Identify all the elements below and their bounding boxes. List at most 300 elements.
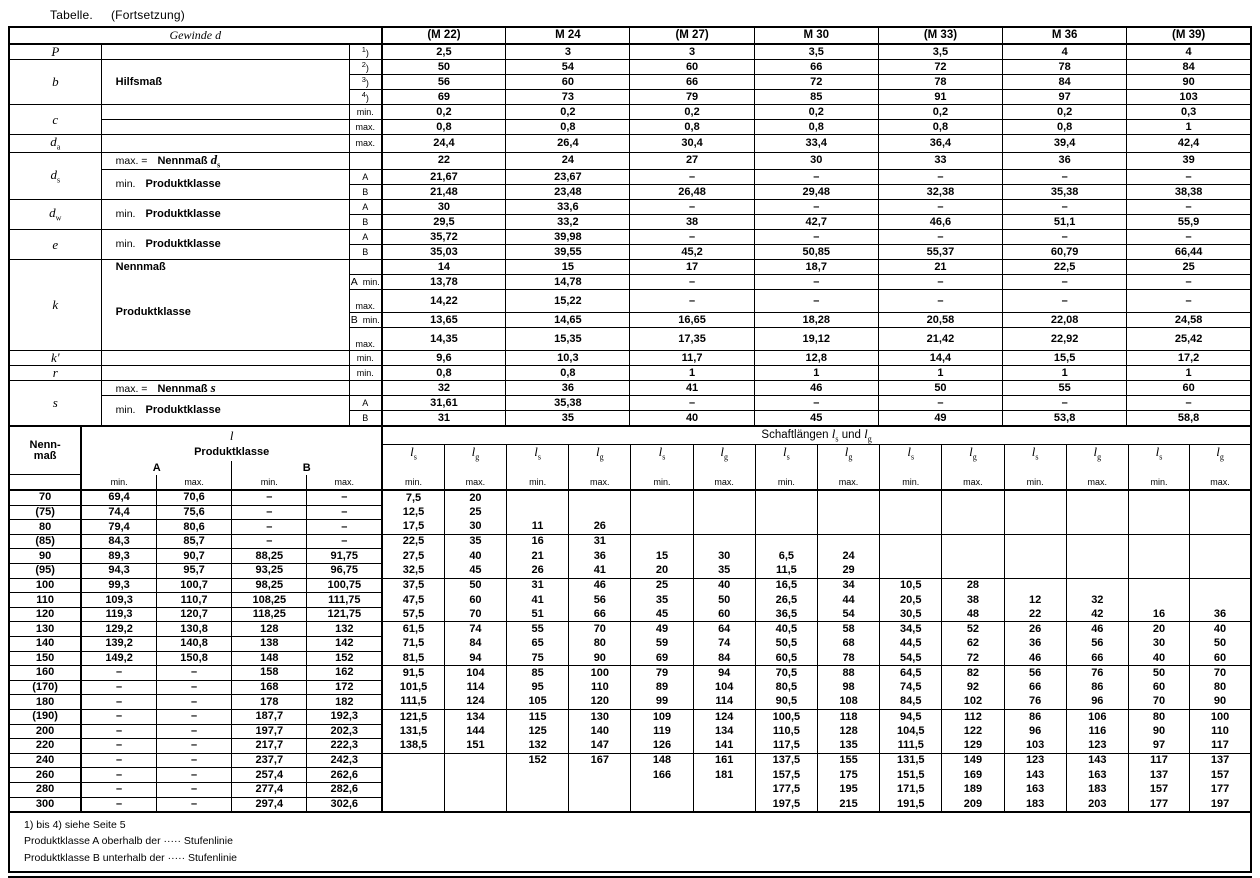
shank-length-value: 40 (1213, 622, 1227, 635)
dimension-value: – (878, 230, 1002, 245)
shank-length-row (9, 534, 1251, 549)
dimension-value: – (630, 290, 754, 313)
nennmass-value: 260 (9, 768, 81, 783)
length-tolerance-value: 139,2 (81, 637, 156, 652)
dimension-row (9, 200, 1251, 215)
lg-max-header: max. (1066, 475, 1128, 490)
shank-length-value: 90 (1128, 724, 1189, 739)
ds-produktklasse-label: min. Produktklasse (101, 170, 349, 200)
length-tolerance-value: – (156, 680, 231, 695)
dimension-value: 32 (382, 381, 506, 396)
length-tolerance-value: – (156, 753, 231, 768)
length-tolerance-value: 96,75 (307, 564, 382, 579)
shank-length-value: 111,5 (880, 739, 942, 754)
dimension-value: 69 (382, 90, 506, 105)
dimension-symbol: b (9, 60, 101, 105)
dimension-value: 14,78 (506, 275, 630, 290)
shank-length-value: 177,5 (755, 782, 817, 797)
dimension-row (9, 44, 1251, 60)
nennmass-value: (95) (9, 564, 81, 579)
qualifier-cell: B (350, 411, 382, 427)
shank-length-value: 80,5 (755, 680, 817, 695)
shank-length-value: 191,5 (880, 797, 942, 812)
qualifier-cell: $^2$) (350, 60, 382, 75)
shank-length-value: 55 (507, 622, 569, 637)
length-tolerance-value: – (232, 505, 307, 520)
shank-length-value: 96 (1004, 724, 1066, 739)
dimension-value: 35 (506, 411, 630, 427)
e-produktklasse-label: min. Produktklasse (101, 230, 349, 260)
shank-length-value: 108 (817, 695, 879, 710)
length-tolerance-value: – (81, 695, 156, 710)
shank-length-value: 99 (631, 695, 693, 710)
shank-length-value: 70 (569, 622, 631, 637)
dimension-value: 3,5 (878, 44, 1002, 60)
length-tolerance-value: 162 (307, 666, 382, 681)
nennmass-header-spacer (9, 475, 81, 490)
spacer-cell (101, 135, 349, 153)
shank-length-value: 148 (631, 753, 693, 768)
shank-length-table (8, 427, 1252, 813)
length-tolerance-value: 187,7 (232, 709, 307, 724)
shank-length-value: 65 (507, 637, 569, 652)
shank-length-value: 135 (817, 739, 879, 754)
shank-length-value: 30 (693, 549, 755, 564)
shank-length-value (1128, 578, 1189, 593)
shank-length-value: 129 (942, 739, 1004, 754)
dimension-symbol: k (9, 260, 101, 351)
shank-length-value (942, 505, 1004, 520)
shank-length-value: 90,5 (755, 695, 817, 710)
shank-length-value: 26 (1004, 622, 1066, 637)
nennmass-s-label: max. = Nennmaß s (101, 381, 349, 396)
shank-length-value: 26,5 (755, 593, 817, 608)
shank-length-value: 122 (942, 724, 1004, 739)
nennmass-value: 220 (9, 739, 81, 754)
dimension-value: 25,42 (1127, 328, 1251, 351)
spacer-cell (101, 105, 349, 120)
length-tolerance-value: – (81, 782, 156, 797)
length-tolerance-value: 69,4 (81, 490, 156, 505)
dimension-value: – (878, 275, 1002, 290)
shank-length-value: 34 (817, 578, 879, 593)
qualifier-cell: min. (350, 351, 382, 366)
shank-length-value (817, 505, 879, 520)
length-tolerance-value: 93,25 (232, 564, 307, 579)
lg-max-header: max. (569, 475, 631, 490)
dimension-value: – (754, 170, 878, 185)
lg-max-header: max. (1190, 475, 1251, 490)
dimension-value: 17 (630, 260, 754, 275)
qualifier-cell: $^1$) (350, 44, 382, 60)
dimension-value: 20,58 (878, 313, 1002, 328)
dimension-value: 91 (878, 90, 1002, 105)
min-header: min. (232, 475, 307, 490)
shank-length-value: 100 (569, 666, 631, 681)
shank-length-value: 40 (693, 578, 755, 593)
shank-length-value (444, 768, 506, 783)
dimension-value: – (1127, 290, 1251, 313)
shank-length-value: 21 (507, 549, 569, 564)
shank-length-value: 58 (817, 622, 879, 637)
header-spacer (631, 461, 693, 475)
header-spacer (382, 461, 444, 475)
dimension-value: 24,4 (382, 135, 506, 153)
dimension-value: – (1003, 200, 1127, 215)
shank-length-value: 44,5 (880, 637, 942, 652)
header-spacer (444, 461, 506, 475)
shank-length-value: 20 (444, 490, 506, 505)
shank-length-value: 144 (444, 724, 506, 739)
shank-length-value: 161 (693, 753, 755, 768)
length-tolerance-value: – (232, 534, 307, 549)
shank-length-value: 46 (1066, 622, 1128, 637)
qualifier-cell: B (350, 215, 382, 230)
dimension-value: 39,98 (506, 230, 630, 245)
length-tolerance-value: 197,7 (232, 724, 307, 739)
dimension-value: 78 (1003, 60, 1127, 75)
dimension-value: 1 (1127, 120, 1251, 135)
min-header: min. (81, 475, 156, 490)
length-tolerance-value: 84,3 (81, 534, 156, 549)
shank-length-value: 71,5 (382, 637, 444, 652)
shank-length-value: 26 (569, 520, 631, 535)
shank-length-value (1190, 549, 1251, 564)
length-tolerance-value: 79,4 (81, 520, 156, 535)
shank-length-value (631, 505, 693, 520)
nennmass-value: 180 (9, 695, 81, 710)
dimension-value: 56 (382, 75, 506, 90)
shank-length-value: 157 (1128, 782, 1189, 797)
shank-length-value: 11 (507, 520, 569, 535)
qualifier-cell: $^4$) (350, 90, 382, 105)
dimension-symbol: $d_w$ (9, 200, 101, 230)
shank-length-value: 137 (1210, 754, 1230, 767)
header-spacer (942, 461, 1004, 475)
dimension-row (9, 351, 1251, 366)
dimension-value: 22 (382, 152, 506, 170)
dimension-symbol: e (9, 230, 101, 260)
shank-length-value: 24 (817, 549, 879, 564)
dimension-value: 84 (1003, 75, 1127, 90)
shank-length-value: 54,5 (880, 651, 942, 666)
s-produktklasse-label: min. Produktklasse (101, 396, 349, 427)
shank-length-value (693, 534, 755, 549)
nennmass-value: (190) (9, 709, 81, 724)
length-tolerance-value: – (81, 666, 156, 681)
shank-length-value: 56 (569, 593, 631, 608)
dimension-value: 23,48 (506, 185, 630, 200)
shank-length-row (9, 695, 1251, 710)
dimension-symbol: k' (9, 351, 101, 366)
shank-length-value (507, 505, 569, 520)
dimension-value: 14,22 (382, 290, 506, 313)
dimension-value: 36 (506, 381, 630, 396)
shank-length-value: 86 (1004, 709, 1066, 724)
ls-min-header: min. (382, 475, 444, 490)
shank-length-value (382, 753, 444, 768)
dimension-value: 21,42 (878, 328, 1002, 351)
length-tolerance-value: – (307, 505, 382, 520)
shank-length-value (1190, 593, 1251, 608)
shank-length-value: 116 (1066, 724, 1128, 739)
shank-length-value: 82 (942, 666, 1004, 681)
dimension-value: 30 (754, 152, 878, 170)
shank-header-row-1 (9, 427, 1251, 444)
length-tolerance-value: 111,75 (307, 593, 382, 608)
length-tolerance-value: – (232, 490, 307, 505)
length-tolerance-value: 121,75 (307, 607, 382, 622)
dimension-value: – (1127, 275, 1251, 290)
shank-length-value: 10,5 (880, 578, 942, 593)
qualifier-cell (350, 260, 382, 275)
shank-length-value (507, 490, 569, 505)
length-tolerance-value: 257,4 (232, 768, 307, 783)
shank-length-value: 64 (693, 622, 755, 637)
shank-header-row-2 (9, 444, 1251, 461)
class-a-header: A (81, 461, 231, 475)
shank-length-value: 84 (693, 651, 755, 666)
length-tolerance-value: 142 (307, 637, 382, 652)
dimension-value: 35,72 (382, 230, 506, 245)
shank-length-value: 115 (507, 709, 569, 724)
shank-length-value: 181 (693, 768, 755, 783)
shank-length-value (1190, 490, 1251, 505)
shank-length-row (9, 490, 1251, 505)
dimension-value: 46,6 (878, 215, 1002, 230)
dimension-value: 0,2 (506, 105, 630, 120)
shank-length-value: 11,5 (755, 564, 817, 579)
length-tolerance-value: – (81, 680, 156, 695)
shank-length-value: 57,5 (382, 607, 444, 622)
shank-length-row (9, 782, 1251, 797)
shank-length-value (1066, 534, 1128, 549)
nennmass-value: (170) (9, 680, 81, 695)
dimension-value: 21,67 (382, 170, 506, 185)
shank-length-value (1190, 578, 1251, 593)
shank-length-value: 20 (1128, 622, 1189, 637)
max-header: max. (307, 475, 382, 490)
length-tolerance-value: 88,25 (232, 549, 307, 564)
shank-length-value (880, 534, 942, 549)
shank-length-value: 69 (631, 651, 693, 666)
shank-length-value (1190, 534, 1251, 549)
shank-length-value: 66 (569, 607, 631, 622)
dimension-value: 0,2 (754, 105, 878, 120)
dimension-symbol: $d_a$ (9, 135, 101, 153)
thread-column-header: M 24 (506, 27, 630, 44)
dimension-row (9, 60, 1251, 75)
dimension-value: 54 (506, 60, 630, 75)
lg-max-header: max. (693, 475, 755, 490)
length-tolerance-value: 168 (232, 680, 307, 695)
dimension-value: 16,65 (630, 313, 754, 328)
shank-length-row (9, 739, 1251, 754)
dimension-value: 19,12 (754, 328, 878, 351)
shank-length-value (1066, 505, 1128, 520)
qualifier-cell: min. (350, 105, 382, 120)
k-produktklasse-label: Produktklasse (101, 275, 349, 351)
dimension-value: 55,37 (878, 245, 1002, 260)
shank-length-value (942, 564, 1004, 579)
shank-length-value (382, 782, 444, 797)
shank-length-value (1004, 520, 1066, 535)
shank-length-value: 36 (569, 549, 631, 564)
shank-length-value: 76 (1004, 695, 1066, 710)
shank-length-value: 50,5 (755, 637, 817, 652)
shank-length-value: 59 (631, 637, 693, 652)
header-spacer (1190, 461, 1251, 475)
shank-length-value: 12 (1004, 593, 1066, 608)
shank-length-value: 62 (942, 637, 1004, 652)
qualifier-cell: A (350, 170, 382, 185)
dimension-value: 10,3 (506, 351, 630, 366)
dimension-value: 4 (1127, 44, 1251, 60)
shank-length-value: 7,5 (382, 490, 444, 505)
dimension-value: 0,8 (1003, 120, 1127, 135)
spacer-cell (101, 44, 349, 60)
thread-column-header: M 30 (754, 27, 878, 44)
length-tolerance-value: 202,3 (307, 724, 382, 739)
header-spacer (1128, 461, 1189, 475)
shank-length-row (9, 564, 1251, 579)
dimension-value: 18,7 (754, 260, 878, 275)
qualifier-cell: max. (350, 135, 382, 153)
lg-symbol-header: $l_g$ (569, 444, 631, 461)
dimension-value: 11,7 (630, 351, 754, 366)
length-tolerance-value: – (232, 520, 307, 535)
produktklasse-header: Produktklasse (81, 444, 382, 461)
shank-header-row-4 (9, 475, 1251, 490)
dimension-value: 33 (878, 152, 1002, 170)
ls-symbol-header: $l_s$ (507, 444, 569, 461)
k-nennmass-label: Nennmaß (101, 260, 349, 275)
shank-length-value (1004, 578, 1066, 593)
nennmass-value: 160 (9, 666, 81, 681)
shank-length-value: 109 (631, 709, 693, 724)
shank-length-value: 51 (507, 607, 569, 622)
thread-column-header: M 36 (1003, 27, 1127, 44)
nennmass-value: 140 (9, 637, 81, 652)
dimension-value: – (878, 170, 1002, 185)
shank-length-value: 203 (1066, 797, 1128, 812)
shank-length-value (817, 534, 879, 549)
dimension-value: 1 (630, 366, 754, 381)
shank-length-value (569, 768, 631, 783)
shank-length-value: 166 (631, 768, 693, 783)
dimension-value: 36 (1003, 152, 1127, 170)
shank-length-value: 48 (942, 607, 1004, 622)
ls-min-header: min. (755, 475, 817, 490)
shank-length-value: 110 (1211, 724, 1229, 737)
shank-length-value (382, 797, 444, 812)
shank-length-value: 49 (631, 622, 693, 637)
length-tolerance-value: 99,3 (81, 578, 156, 593)
shank-length-value: 143 (1066, 753, 1128, 768)
header-spacer (507, 461, 569, 475)
shank-length-row (9, 680, 1251, 695)
nennmass-value: 120 (9, 607, 81, 622)
dimension-value: 24 (506, 152, 630, 170)
ls-min-header: min. (507, 475, 569, 490)
shank-length-value: 37,5 (382, 578, 444, 593)
shank-length-value: 94 (444, 651, 506, 666)
lg-max-header: max. (817, 475, 879, 490)
shank-length-value: 85 (507, 666, 569, 681)
length-tolerance-value: – (81, 753, 156, 768)
dimension-value: – (1003, 230, 1127, 245)
shank-length-value: 68 (817, 637, 879, 652)
dimension-value: 0,2 (630, 105, 754, 120)
footnote-2: Produktklasse A oberhalb der ····· Stufenlinie (24, 835, 233, 848)
qualifier-cell: A (350, 200, 382, 215)
thread-header-row (9, 27, 1251, 44)
shank-length-value: 155 (817, 753, 879, 768)
shank-length-value (1066, 549, 1128, 564)
dimension-value: 14,35 (382, 328, 506, 351)
shank-length-value: 125 (507, 724, 569, 739)
thread-column-header: (M 39) (1127, 27, 1251, 44)
caption-label: Tabelle. (50, 8, 93, 22)
shank-length-value: 32 (1066, 593, 1128, 608)
dimension-value: 22,08 (1003, 313, 1127, 328)
shank-length-value (1004, 549, 1066, 564)
shank-length-value: 134 (444, 709, 506, 724)
dimension-symbol: P (9, 44, 101, 60)
shank-length-value (569, 505, 631, 520)
dimension-value: 60 (1127, 381, 1251, 396)
spacer-cell (101, 366, 349, 381)
length-tolerance-value: 89,3 (81, 549, 156, 564)
shank-length-value: 215 (817, 797, 879, 812)
length-tolerance-value: 130,8 (156, 622, 231, 637)
header-spacer (755, 461, 817, 475)
length-tolerance-value: 120,7 (156, 607, 231, 622)
shank-length-value (693, 797, 755, 812)
shank-length-value: 76 (1066, 666, 1128, 681)
ls-symbol-header: $l_s$ (1128, 444, 1189, 461)
dimension-value: 0,8 (506, 366, 630, 381)
dimension-row (9, 120, 1251, 135)
dimension-value: 45,2 (630, 245, 754, 260)
dimension-value: 39,55 (506, 245, 630, 260)
shank-length-value: 25 (444, 505, 506, 520)
shank-length-row (9, 622, 1251, 637)
dimension-value: 29,5 (382, 215, 506, 230)
qualifier-cell: B (350, 245, 382, 260)
shank-length-value: 137 (1128, 768, 1189, 783)
length-tolerance-value: – (307, 534, 382, 549)
dimension-value: 18,28 (754, 313, 878, 328)
shank-length-row (9, 651, 1251, 666)
shank-length-value (569, 490, 631, 505)
length-tolerance-value: 94,3 (81, 564, 156, 579)
shank-length-value: 74 (444, 622, 506, 637)
dimension-value: 26,48 (630, 185, 754, 200)
dimension-row (9, 366, 1251, 381)
qualifier-cell: A min. (350, 275, 380, 288)
dimension-value: 12,8 (754, 351, 878, 366)
shank-length-value: 66 (1004, 680, 1066, 695)
dimension-value: 55,9 (1127, 215, 1251, 230)
dimension-value: 0,8 (754, 120, 878, 135)
dimension-value: – (1003, 275, 1127, 290)
shank-length-value: 60,5 (755, 651, 817, 666)
shank-length-value: 171,5 (880, 782, 942, 797)
shank-length-value: 92 (942, 680, 1004, 695)
dimension-value: 1 (754, 366, 878, 381)
shank-length-value: 138,5 (382, 739, 444, 754)
